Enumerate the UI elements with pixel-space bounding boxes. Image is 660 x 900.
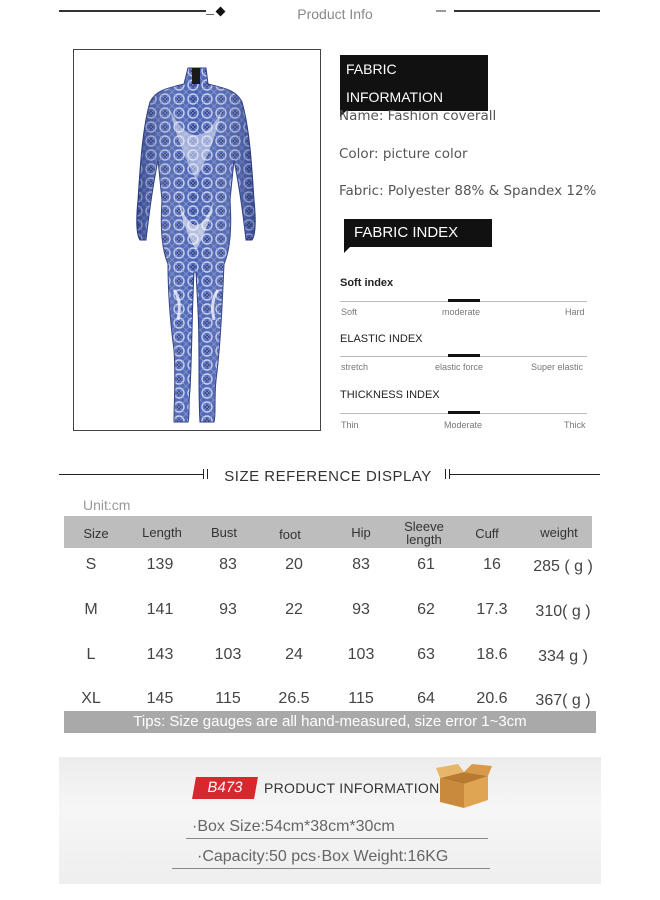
unit-label: Unit:cm bbox=[83, 497, 131, 513]
header-rule-right bbox=[454, 10, 600, 12]
fabric-information-heading: FABRIC INFORMATION bbox=[340, 55, 488, 111]
cell-weight: 367( g ) bbox=[535, 692, 591, 709]
elastic-index-high: Super elastic bbox=[531, 362, 584, 372]
cell-cuff: 20.6 bbox=[476, 690, 508, 707]
cardboard-box-icon bbox=[436, 764, 492, 810]
header-size: Size bbox=[83, 526, 109, 541]
thickness-index-title: THICKNESS INDEX bbox=[340, 389, 440, 401]
header-rule-left bbox=[59, 10, 206, 12]
cell-length: 143 bbox=[146, 646, 174, 663]
header-weight: weight bbox=[540, 525, 578, 540]
elastic-index-low: stretch bbox=[341, 362, 369, 372]
thickness-index-high: Thick bbox=[564, 420, 586, 430]
soft-index-low: Soft bbox=[341, 307, 358, 317]
product-photo bbox=[73, 49, 321, 431]
cell-foot: 20 bbox=[285, 556, 303, 573]
cell-foot: 26.5 bbox=[278, 690, 310, 707]
cell-bust: 93 bbox=[219, 601, 237, 618]
cell-sleeve: 64 bbox=[417, 690, 435, 707]
soft-index-marker bbox=[448, 299, 480, 302]
cell-bust: 115 bbox=[215, 690, 241, 707]
cell-length: 139 bbox=[146, 556, 174, 573]
cell-size: XL bbox=[81, 690, 101, 707]
product-information-title: PRODUCT INFORMATION bbox=[264, 780, 440, 796]
cell-foot: 24 bbox=[285, 646, 303, 663]
header-hip: Hip bbox=[351, 525, 371, 540]
header-length: Length bbox=[142, 525, 182, 540]
box-capacity-underline bbox=[172, 868, 490, 869]
size-rule-right bbox=[449, 474, 600, 475]
fabric-name: Name: Fashion coverall bbox=[339, 108, 497, 124]
thickness-index-mid: Moderate bbox=[444, 420, 483, 430]
size-rule-left-tick-1 bbox=[203, 469, 204, 479]
elastic-index-title: ELASTIC INDEX bbox=[340, 333, 423, 345]
soft-index-title: Soft index bbox=[340, 277, 394, 289]
header-rule-left-thin bbox=[206, 14, 214, 15]
fabric-color: Color: picture color bbox=[339, 146, 468, 162]
cell-bust: 103 bbox=[214, 646, 242, 663]
size-tips: Tips: Size gauges are all hand-measured, size error 1~3cm bbox=[64, 711, 596, 733]
box-size-underline bbox=[186, 838, 488, 839]
fabric-index-heading: FABRIC INDEX bbox=[344, 219, 492, 247]
cell-size: L bbox=[86, 646, 96, 663]
soft-index-high: Hard bbox=[565, 307, 585, 317]
cell-foot: 22 bbox=[285, 601, 303, 618]
page-title: Product Info bbox=[297, 6, 373, 22]
cell-weight: 310( g ) bbox=[535, 603, 591, 620]
cell-cuff: 16 bbox=[483, 556, 501, 573]
box-capacity: ·Capacity:50 pcs·Box Weight:16KG bbox=[197, 848, 449, 865]
diamond-icon bbox=[216, 7, 226, 17]
cell-bust: 83 bbox=[219, 556, 237, 573]
cell-hip: 103 bbox=[347, 646, 375, 663]
cell-sleeve: 61 bbox=[417, 556, 435, 573]
cell-length: 141 bbox=[146, 601, 174, 618]
product-code-badge: B473 bbox=[192, 777, 258, 799]
box-size: ·Box Size:54cm*38cm*30cm bbox=[192, 818, 395, 835]
header-sleeve-length: Sleeve length bbox=[404, 519, 444, 547]
cell-sleeve: 63 bbox=[417, 646, 435, 663]
header-foot: foot bbox=[279, 527, 301, 542]
cell-size: M bbox=[84, 601, 98, 618]
elastic-index-marker bbox=[448, 354, 480, 357]
cell-hip: 115 bbox=[348, 690, 374, 707]
cell-hip: 93 bbox=[352, 601, 370, 618]
fabric-composition: Fabric: Polyester 88% & Spandex 12% bbox=[339, 183, 597, 199]
soft-index-mid: moderate bbox=[442, 307, 481, 317]
cell-size: S bbox=[85, 556, 97, 573]
cell-hip: 83 bbox=[352, 556, 370, 573]
cell-sleeve: 62 bbox=[417, 601, 435, 618]
thickness-index-low: Thin bbox=[341, 420, 359, 430]
cell-cuff: 17.3 bbox=[476, 601, 508, 618]
header-bust: Bust bbox=[210, 525, 237, 540]
cell-weight: 285 ( g ) bbox=[533, 558, 593, 575]
cell-length: 145 bbox=[146, 690, 174, 707]
cell-weight: 334 g ) bbox=[538, 648, 588, 665]
header-mark bbox=[436, 10, 446, 12]
size-rule-left-tick-2 bbox=[207, 469, 208, 479]
size-rule-left bbox=[59, 474, 203, 475]
header-cuff: Cuff bbox=[475, 526, 499, 541]
size-rule-right-tick-1 bbox=[445, 469, 446, 479]
size-section-title: SIZE REFERENCE DISPLAY bbox=[224, 468, 432, 485]
cell-cuff: 18.6 bbox=[476, 646, 508, 663]
elastic-index-mid: elastic force bbox=[435, 362, 484, 372]
coverall-illustration bbox=[74, 50, 320, 430]
thickness-index-marker bbox=[448, 411, 480, 414]
